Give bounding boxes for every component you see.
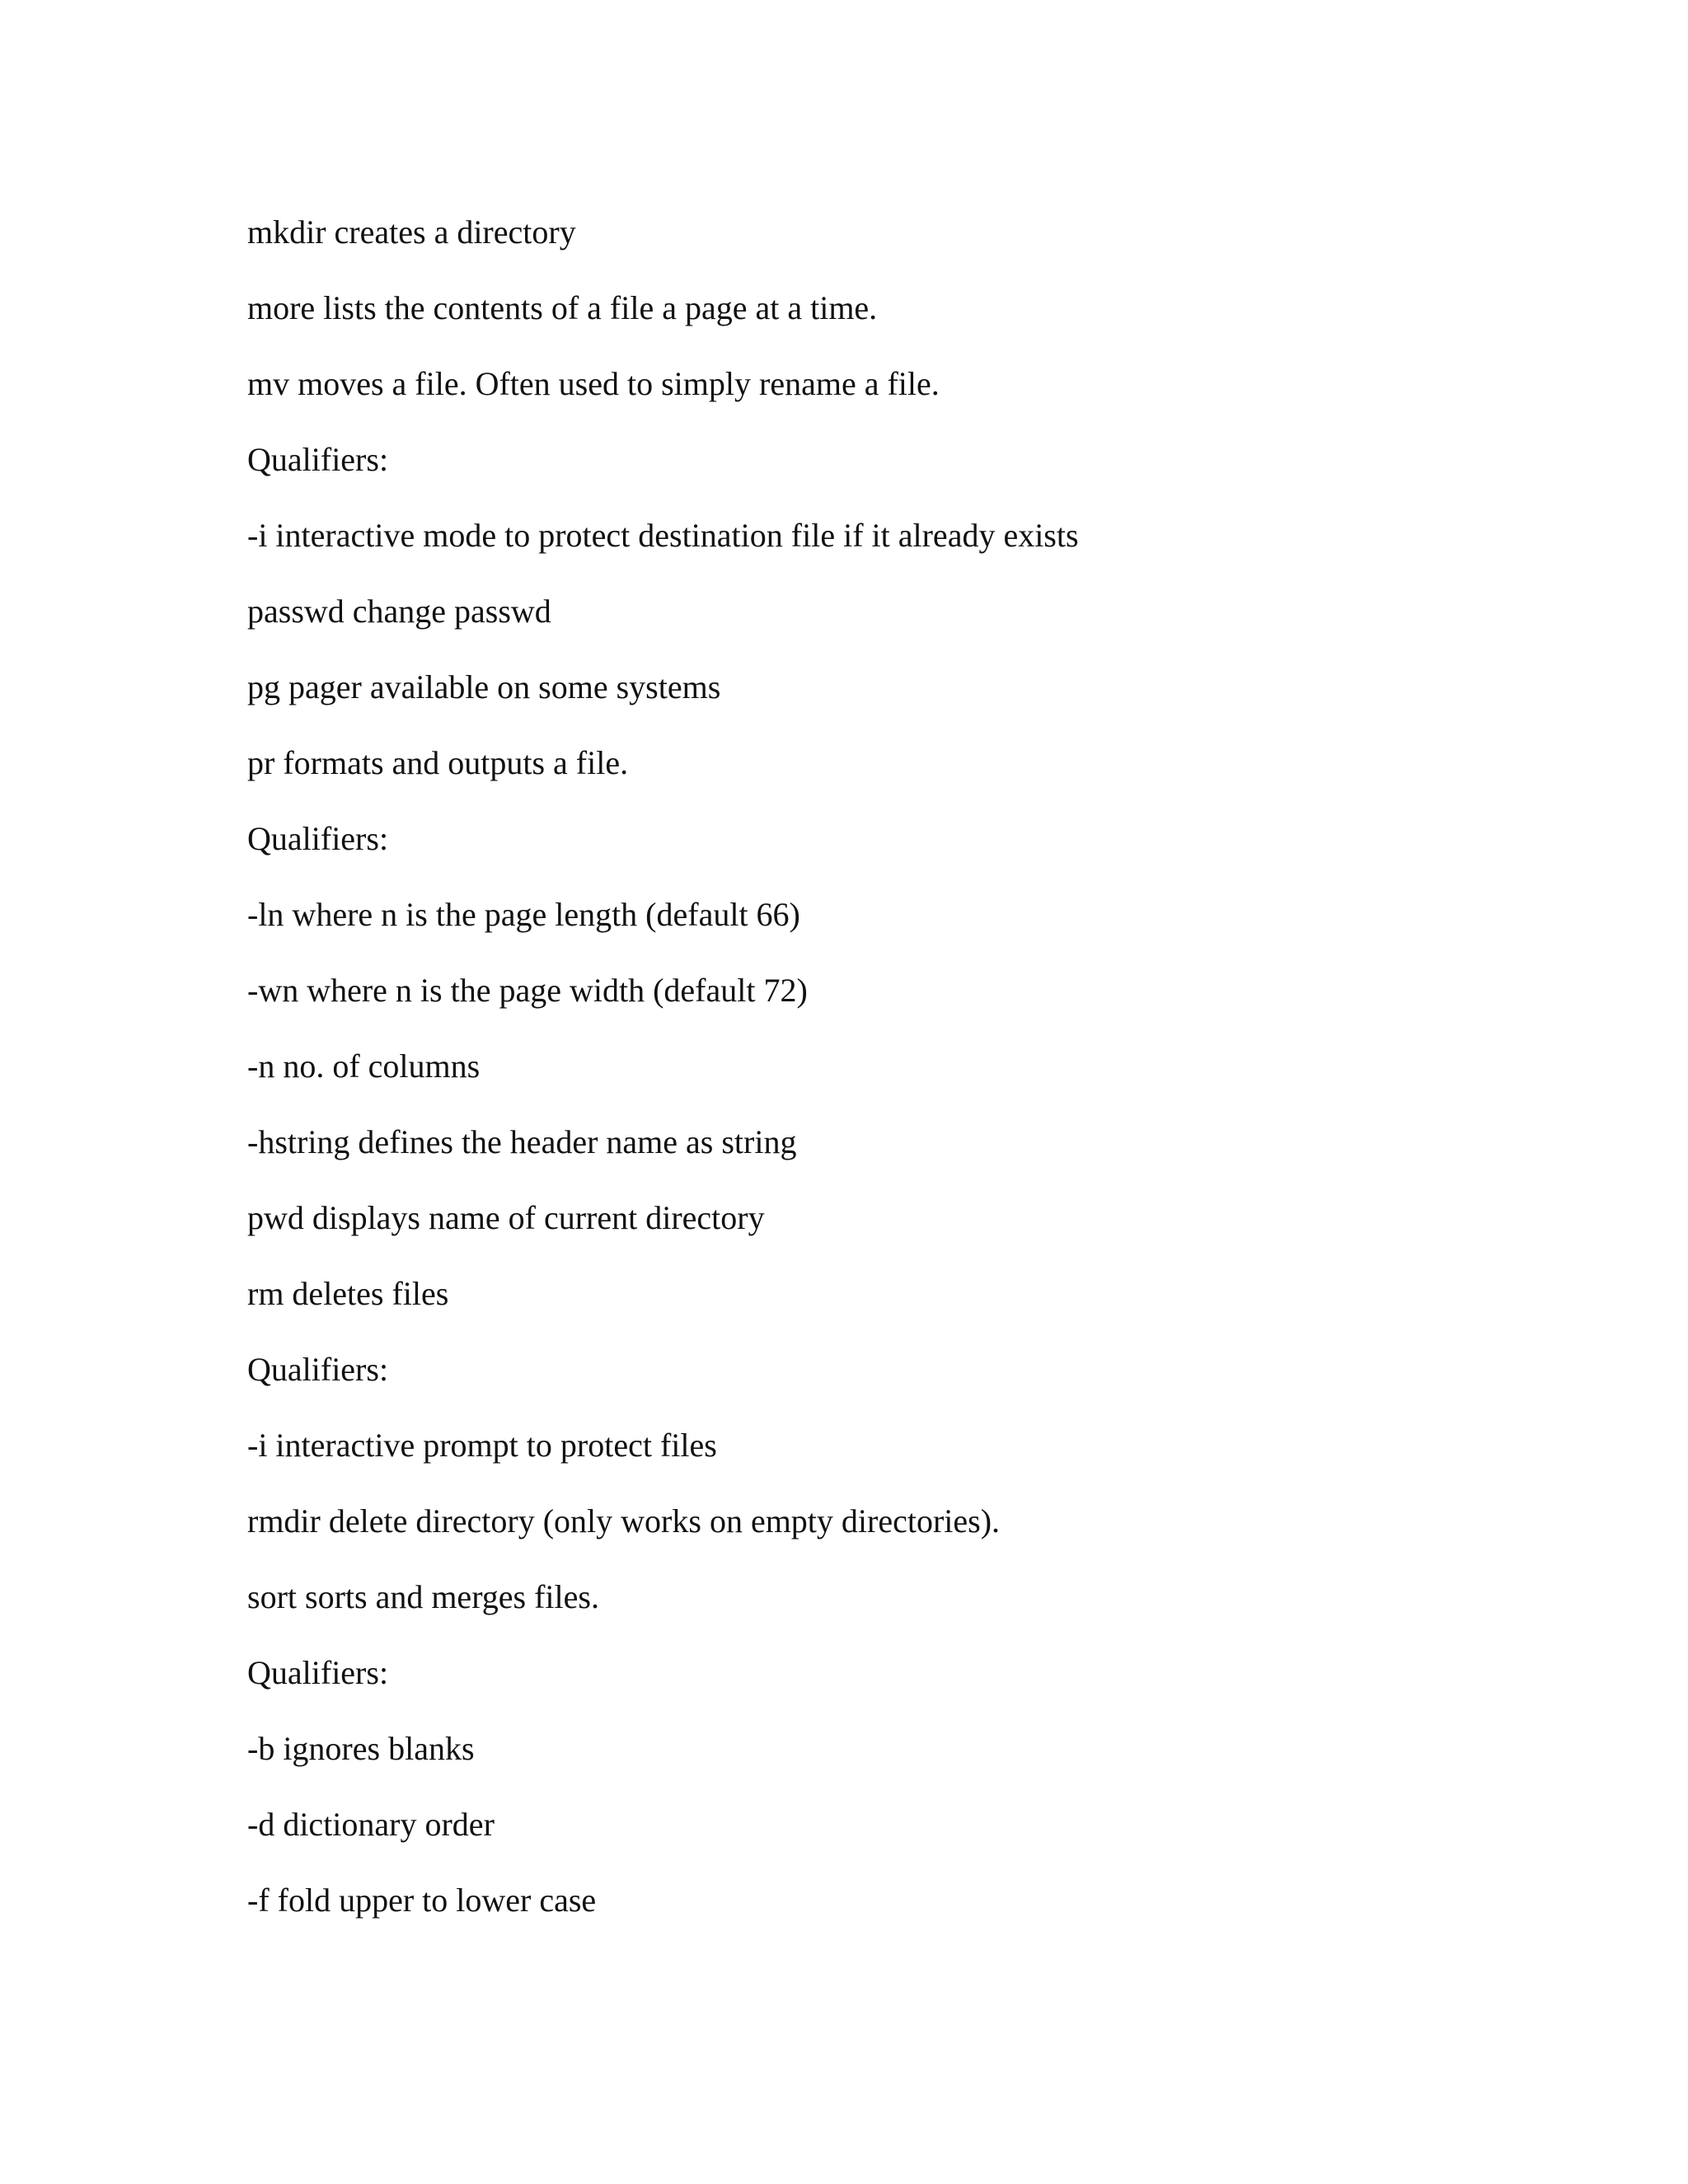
text-line-mkdir: mkdir creates a directory [247, 213, 576, 251]
qualifier-line: -f fold upper to lower case [247, 1882, 597, 1919]
qualifier-line: -hstring defines the header name as string [247, 1123, 797, 1160]
qualifier-line: -n no. of columns [247, 1047, 481, 1085]
qualifiers-heading: Qualifiers: [247, 1654, 389, 1691]
text-line-passwd: passwd change passwd [247, 593, 551, 630]
document-body [247, 194, 1566, 1938]
text-line-pwd: pwd displays name of current directory [247, 1199, 765, 1236]
qualifier-line: -ln where n is the page length (default 66) [247, 896, 800, 933]
qualifier-line: -d dictionary order [247, 1806, 495, 1843]
qualifier-line: -i interactive mode to protect destination file if it already exists [247, 517, 1079, 554]
qualifiers-heading: Qualifiers: [247, 820, 389, 857]
qualifiers-heading: Qualifiers: [247, 441, 389, 478]
text-line-sort: sort sorts and merges files. [247, 1578, 599, 1615]
text-line-rm: rm deletes files [247, 1275, 449, 1312]
qualifier-line: -i interactive prompt to protect files [247, 1427, 717, 1464]
text-line-pr: pr formats and outputs a file. [247, 744, 629, 781]
qualifiers-heading: Qualifiers: [247, 1351, 389, 1388]
text-line-rmdir: rmdir delete directory (only works on empty directories). [247, 1502, 1001, 1540]
text-line-pg: pg pager available on some systems [247, 668, 721, 705]
qualifier-line: -wn where n is the page width (default 72) [247, 972, 808, 1009]
text-line-more: more lists the contents of a file a page at a time. [247, 289, 878, 326]
text-line-mv: mv moves a file. Often used to simply rename a file. [247, 365, 940, 402]
qualifier-line: -b ignores blanks [247, 1730, 475, 1767]
